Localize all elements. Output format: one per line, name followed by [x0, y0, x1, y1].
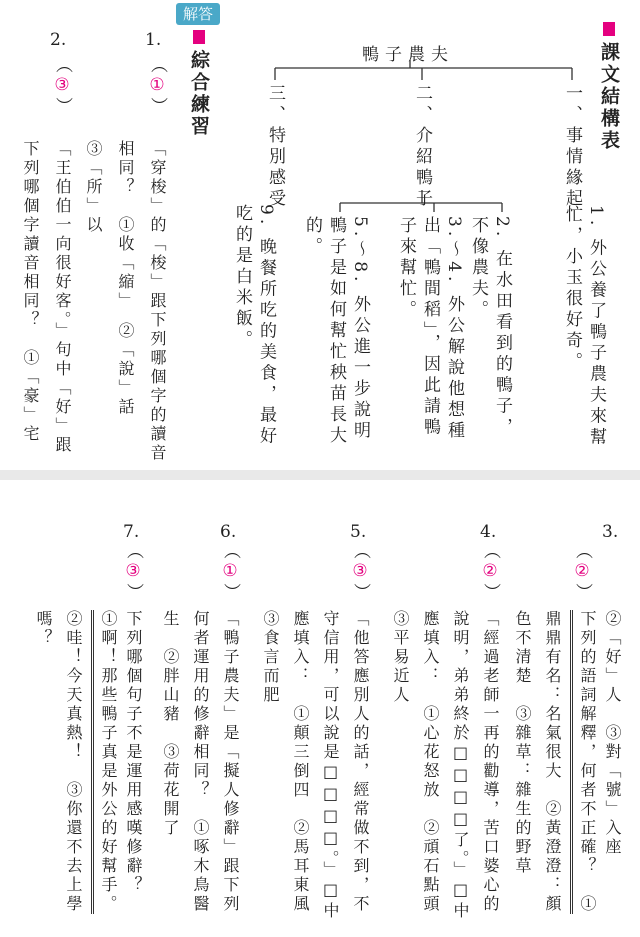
branch-2-point-3: 5.～8. 外公進一步說明鴨子是如何幫忙秧苗長大的。 — [302, 216, 370, 447]
answer-tag: 解答 — [176, 3, 220, 25]
q7-stem-line-4: 嗎？ — [34, 610, 53, 648]
branch-2-point-2: 3.～4. 外公解說他想種出「鴨間稻」，因此請鴨子來幫忙。 — [396, 216, 464, 442]
structure-header: 課文結構表 — [596, 22, 623, 152]
branch-2-label: 二、介紹鴨子 — [412, 84, 432, 210]
q6-stem-line-2: 何者運用的修辭相同？ ①啄木鳥醫 — [191, 610, 210, 914]
q4-stem-line-4: ③平易近人 — [391, 610, 410, 705]
q3-stem-line-3: 色不清楚 ③雜草：雜生的野草 — [513, 610, 532, 876]
q6-stem-line-3: 生 ②胖山豬 ③荷花開了 — [161, 610, 180, 838]
q1-stem-line-3: ③「所」以 — [84, 140, 103, 235]
q1-answer: （①） — [147, 56, 167, 116]
q2-stem-line-3: ②「好」人 ③對「號」入座 — [603, 610, 622, 857]
q2-number: 2. — [50, 30, 67, 50]
branch-1-point-1: 1. 外公養了鴨子農夫來幫忙，小玉很好奇。 — [562, 205, 606, 449]
q2-stem-line-1: 「王伯伯一向很好客。」句中「好」跟 — [53, 140, 72, 455]
tree-root-title: 鴨子農夫 — [362, 45, 454, 65]
q4-number: 4. — [480, 522, 497, 542]
branch-3-point-1: 9. 晚餐所吃的美食，最好吃的是白米飯。 — [232, 204, 276, 448]
q1-number: 1. — [145, 30, 162, 50]
lower-page — [0, 480, 640, 937]
q7-number: 7. — [123, 522, 140, 542]
q5-answer: （③） — [350, 542, 370, 602]
q7-stem-line-3: ②哇！今天真熱！ ③你還不去上學 — [64, 610, 83, 914]
q4-answer: （②） — [480, 542, 500, 602]
q7-answer: （③） — [123, 542, 143, 602]
q5-stem-line-1: 「他答應別人的話，經常做不到，不 — [351, 610, 370, 914]
q5-number: 5. — [350, 522, 367, 542]
header-marker-icon — [193, 30, 205, 44]
q1-stem-line-1: 「穿梭」的「梭」跟下列哪個字的讀音 — [148, 140, 167, 463]
q7-stem-line-2: ①啊！那些鴨子真是外公的好幫手。 — [91, 610, 120, 914]
q4-stem-line-2: 說明，弟弟終於□□□□了。」□中 — [451, 610, 470, 921]
q1-stem-line-2: 相同？ ①收「縮」 ②「說」話 — [116, 140, 135, 417]
q2-stem-line-2: 下列哪個字讀音相同？ ①「豪」宅 — [21, 140, 40, 444]
q4-stem-line-1: 「經過老師一再的勸導，苦口婆心的 — [481, 610, 500, 914]
branch-3-label: 三、特別感受 — [265, 84, 285, 210]
branch-2-point-1: 2. 在水田看到的鴨子，不像農夫。 — [468, 216, 512, 439]
q5-stem-line-3: 應填入： ①顛三倒四 ②馬耳東風 — [291, 610, 310, 914]
q6-stem-line-1: 「鴨子農夫」是「擬人修辭」跟下列 — [221, 610, 240, 914]
q3-answer: （②） — [572, 542, 592, 602]
q4-stem-line-3: 應填入： ①心花怒放 ②頑石點頭 — [421, 610, 440, 914]
q5-stem-line-4: ③食言而肥 — [261, 610, 280, 705]
q2-answer: （③） — [52, 56, 72, 116]
q3-stem-line-2: 鼎鼎有名：名氣很大 ②黃澄澄：顏 — [543, 610, 562, 914]
q6-number: 6. — [220, 522, 237, 542]
branch-1-label: 一、事情緣起 — [562, 84, 582, 210]
q6-answer: （①） — [220, 542, 240, 602]
q3-stem-line-1: 下列的語詞解釋，何者不正確？ ① — [570, 610, 599, 914]
q5-stem-line-2: 守信用，可以說是□□□□。」□中 — [321, 610, 340, 921]
page-separator — [0, 470, 640, 480]
q7-stem-line-1: 下列哪個句子不是運用感嘆修辭？ — [124, 610, 143, 895]
q3-number: 3. — [602, 522, 619, 542]
practice-header: 綜合練習 — [186, 30, 213, 138]
